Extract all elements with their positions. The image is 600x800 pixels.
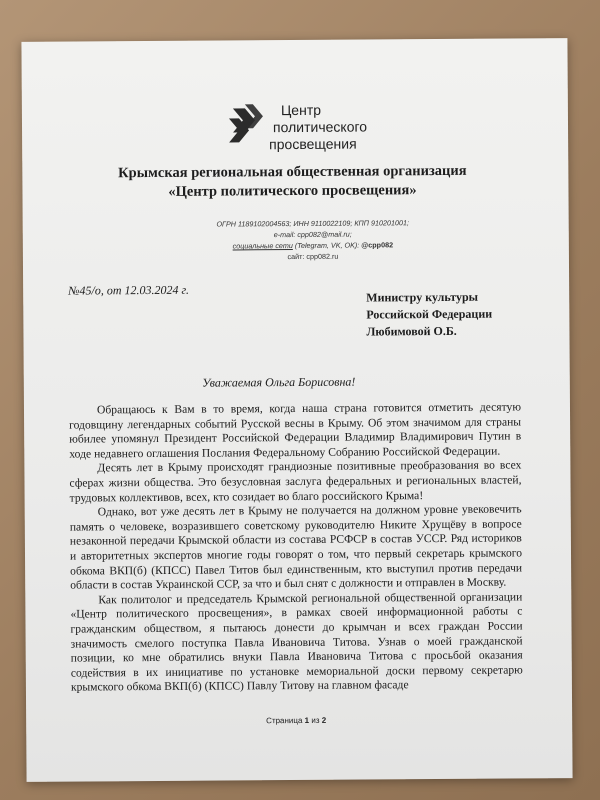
chevron-logo-icon (227, 102, 267, 148)
document-number: №45/о, от 12.03.2024 г. (68, 282, 190, 298)
page-indicator (26, 714, 566, 727)
greeting: Уважаемая Ольга Борисовна! (202, 374, 356, 390)
social-handle: @cpp082 (361, 240, 394, 250)
org-title-line-1: Крымская региональная общественная организация (118, 162, 467, 182)
logo-line-3: просвещения (269, 135, 357, 153)
pager-of: из (311, 715, 320, 725)
paragraph-1: Обращаюсь к Вам в то время, когда наша страна готовится отметить десятую годовщину легендарных событий Русской весны в Крыму. Об этом значимом для страны юбилее упомянул Президент Российской Федерации Владимир Владимирович Путин в ходе недавнего оглашения Послания Федеральному Собранию Российской Федерации. (69, 400, 522, 461)
pager-total: 2 (321, 715, 327, 725)
logo-line-1: Центр (280, 101, 322, 119)
paragraph-4: Как политолог и председатель Крымской региональной общественной организации «Центр политического просвещения», в рамках своей информационной работы с гражданским обществом, я пытаюсь донести до крымчан и всех граждан России значимость смелого поступка Павла Ивановича Титова. Узнав о моей гражданской позиции, ко мне обратились внуки Павла Ивановича Титова с просьбой оказания содействия в их инициативе по установке мемориальной доски первому секретарю крымского обкома ВКП(б) (КПСС) Павлу Титову на главном фасаде (70, 590, 523, 694)
org-title-line-2: «Центр политического просвещения» (168, 182, 417, 200)
social-label: социальные сети (232, 241, 293, 251)
pager-label: Страница (266, 715, 303, 726)
requisites-email: e-mail: cpp082@mail.ru; (273, 229, 352, 240)
paragraph-2: Десять лет в Крыму происходят грандиозные позитивные преобразования во всех сферах жизни общества. Это безусловная заслуга федеральных и региональных властей, трудовых коллективов, всех, кто созидает во благо российского Крыма! (69, 458, 522, 505)
addressee-block (366, 289, 492, 341)
paragraph-3: Однако, вот уже десять лет в Крыму не получается на должном уровне увековечить память о человеке, возразившего советскому руководителю Никите Хрущёву в вопросе незаконной передачи Крымской области из состава РСФСР в состав УССР. Ряд историков и авторитетных экспертов многие годы говорят о том, что первый секретарь крымского обкома ВКП(б) (КПСС) Павел Титов был единственным, кто выступил против передачи области в состав Украинской ССР, за что и был снят с должности и отправлен в Москву. (69, 502, 523, 592)
pager-current: 1 (304, 715, 310, 725)
requisites-ids: ОГРН 1189102004563; ИНН 9110022109; КПП 910201001; (216, 218, 409, 229)
organization-title (92, 162, 492, 203)
organization-requisites (163, 217, 463, 263)
addressee-line-3: Любимовой О.Б. (366, 323, 457, 339)
addressee-line-1: Министру культуры (366, 289, 479, 305)
logo-wordmark (267, 102, 367, 154)
social-networks: (Telegram, VK, OK): (294, 240, 360, 251)
requisites-site: сайт: cpp082.ru (287, 251, 339, 262)
letter-page (21, 38, 572, 782)
letter-body (69, 400, 523, 695)
logo-line-2: политического (272, 118, 368, 136)
addressee-line-2: Российской Федерации (366, 306, 493, 322)
